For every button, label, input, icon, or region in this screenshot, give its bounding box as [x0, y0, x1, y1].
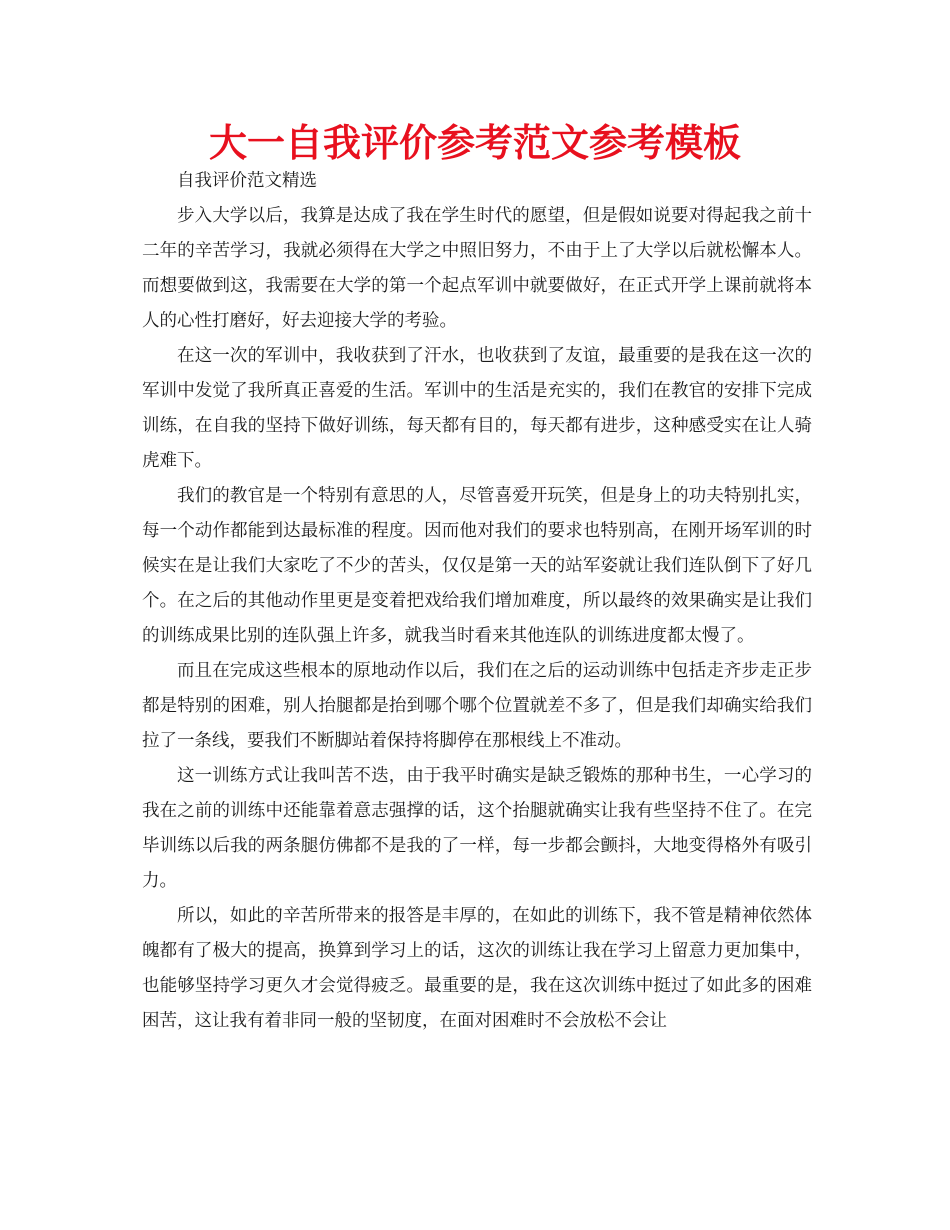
paragraph-1: 步入大学以后，我算是达成了我在学生时代的愿望，但是假如说要对得起我之前十二年的辛苦学习，我就必须得在大学之中照旧努力，不由于上了大学以后就松懈本人。而想要做到这，我需要在大学的第一个起点军训中就要做好，在正式开学上课前就将本人的心性打磨好，好去迎接大学的考验。	[142, 206, 812, 331]
paragraph-4: 而且在完成这些根本的原地动作以后，我们在之后的运动训练中包括走齐步走正步都是特别的困难，别人抬腿都是抬到哪个哪个位置就差不多了，但是我们却确实给我们拉了一条线，要我们不断脚站着保持将脚停在那根线上不准动。	[142, 661, 812, 751]
document-subtitle: 自我评价范文精选	[177, 171, 317, 191]
document-body	[142, 164, 812, 1039]
paragraph-6: 所以，如此的辛苦所带来的报答是丰厚的，在如此的训练下，我不管是精神依然体魄都有了极大的提高，换算到学习上的话，这次的训练让我在学习上留意力更加集中，也能够坚持学习更久才会觉得疲乏。最重要的是，我在这次训练中挺过了如此多的困难困苦，这让我有着非同一般的坚韧度，在面对困难时不会放松不会让	[142, 906, 812, 1031]
paragraph-5: 这一训练方式让我叫苦不迭，由于我平时确实是缺乏锻炼的那种书生，一心学习的我在之前的训练中还能靠着意志强撑的话，这个抬腿就确实让我有些坚持不住了。在完毕训练以后我的两条腿仿佛都不是我的了一样，每一步都会颤抖，大地变得格外有吸引力。	[142, 766, 812, 891]
paragraph-2: 在这一次的军训中，我收获到了汗水，也收获到了友谊，最重要的是我在这一次的军训中发觉了我所真正喜爱的生活。军训中的生活是充实的，我们在教官的安排下完成训练，在自我的坚持下做好训练，每天都有目的，每天都有进步，这种感受实在让人骑虎难下。	[142, 346, 812, 471]
paragraph-3: 我们的教官是一个特别有意思的人，尽管喜爱开玩笑，但是身上的功夫特别扎实，每一个动作都能到达最标准的程度。因而他对我们的要求也特别高，在刚开场军训的时候实在是让我们大家吃了不少的苦头，仅仅是第一天的站军姿就让我们连队倒下了好几个。在之后的其他动作里更是变着把戏给我们增加难度，所以最终的效果确实是让我们的训练成果比别的连队强上许多，就我当时看来其他连队的训练进度都太慢了。	[142, 486, 812, 646]
document-title: 大一自我评价参考范文参考模板	[208, 121, 741, 165]
